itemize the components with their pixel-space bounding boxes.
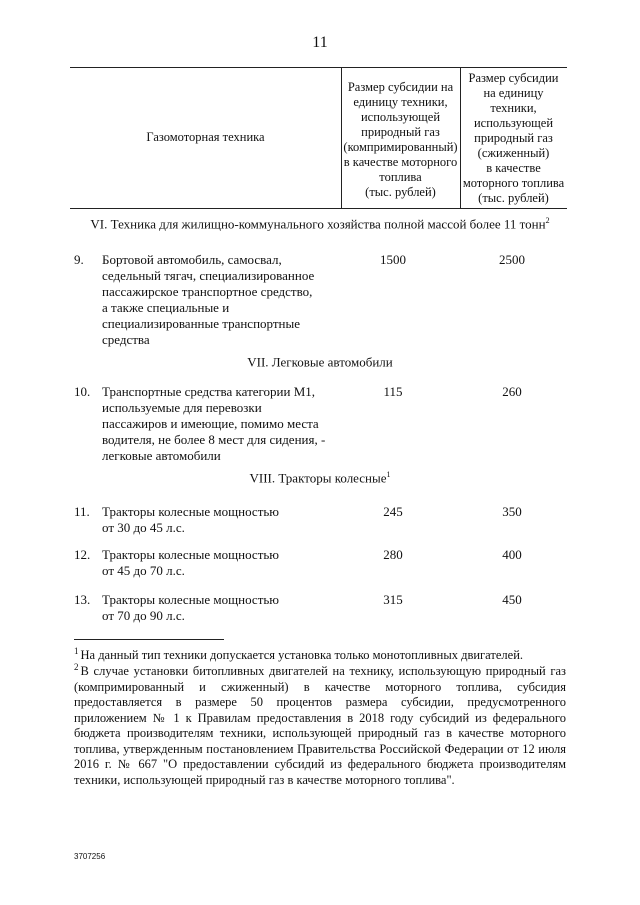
row-number: 13. (74, 592, 91, 607)
row-number: 12. (74, 547, 91, 562)
compressed-value: 280 (383, 547, 403, 562)
liquefied-value: 260 (502, 384, 522, 399)
section-title: VII. Легковые автомобили (247, 354, 393, 370)
footnote-2: $^2$ В случае установки битопливных двигателей на технику, использующую природный газ (компримированный и сжиженный) в качестве моторного топлива, субсидия предоставляется в размере 50 процентов размера субсидии, предусмотренного приложением № 1 к Правилам предоставления в 2018 году субсидий из федерального бюджета производителям техники, использующей природный газ в качестве моторного топлива, утвержденным постановлением Правительства Российской Федерации от 12 июля 2016 г. № 667 "О предоставлении субсидий из федерального бюджета производителям техники, использующей природный газ в качестве моторного топлива". (74, 662, 566, 787)
row-description: Тракторы колесные мощностью от 45 до 70 л.с. (102, 547, 280, 578)
page-number: 11 (312, 34, 328, 51)
row-description: Бортовой автомобиль, самосвал, седельный тягач, специализированное пассажирское транспортное средство, а также специальные и специализированные транспортные средства (102, 252, 315, 347)
compressed-value: 115 (383, 384, 403, 399)
header-compressed-gas: Размер субсидии на единицу техники, использующей природный газ (компримированный) в качестве моторного топлива (тыс. рублей) (343, 80, 458, 199)
row-number: 10. (74, 384, 91, 399)
document-id: 3707256 (74, 852, 106, 861)
row-description: Тракторы колесные мощностью от 70 до 90 л.с. (102, 592, 280, 623)
section-title: VI. Техника для жилищно-коммунального хозяйства полной массой более 11 тонн$^2$ (90, 216, 550, 232)
row-number: 9. (74, 252, 84, 267)
row-description: Тракторы колесные мощностью от 30 до 45 л.с. (102, 504, 280, 535)
compressed-value: 1500 (380, 252, 406, 267)
row-number: 11. (74, 504, 90, 519)
compressed-value: 245 (383, 504, 403, 519)
footnote-1: $^1$ На данный тип техники допускается установка только монотопливных двигателей. (74, 646, 524, 663)
section-title: VIII. Тракторы колесные$^1$ (249, 470, 391, 486)
row-description: Транспортные средства категории М1, используемые для перевозки пассажиров и имеющие, помимо места водителя, не более 8 мест для сидения, - легковые автомобили (102, 384, 326, 463)
liquefied-value: 450 (502, 592, 522, 607)
liquefied-value: 350 (502, 504, 522, 519)
header-equipment-type: Газомоторная техника (146, 130, 265, 144)
footnote-separator (74, 639, 224, 640)
table-header (70, 67, 567, 209)
liquefied-value: 400 (502, 547, 522, 562)
liquefied-value: 2500 (499, 252, 525, 267)
compressed-value: 315 (383, 592, 403, 607)
header-liquefied-gas: Размер субсидии на единицу техники, использующей природный газ (сжиженный) в качестве моторного топлива (тыс. рублей) (462, 71, 565, 205)
